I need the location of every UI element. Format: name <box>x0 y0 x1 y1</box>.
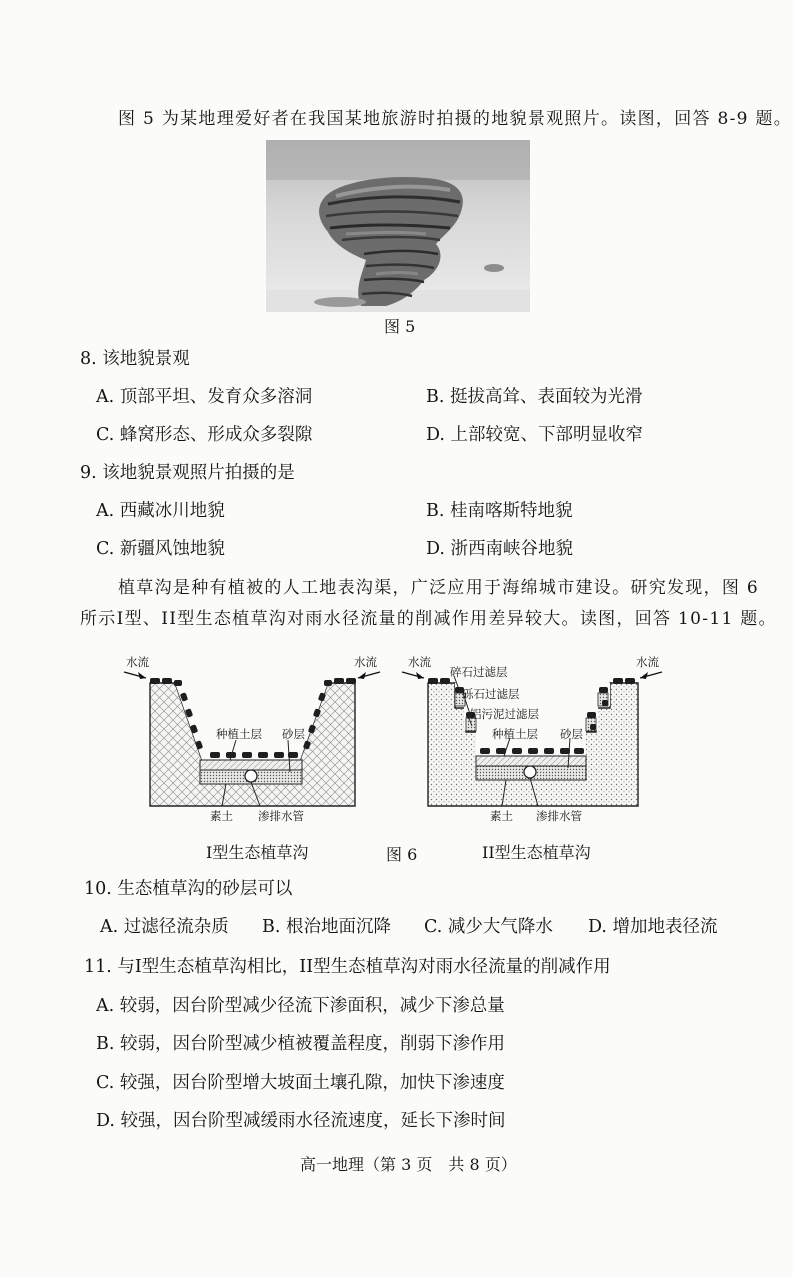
t2-water-right-label: 水流 <box>636 655 659 669</box>
q11-option-d[interactable]: D. 较强，因台阶型减缓雨水径流速度，延长下渗时间 <box>96 1111 506 1131</box>
q10-stem: 10. 生态植草沟的砂层可以 <box>84 879 293 899</box>
t2-sludge-filter-label: 铝污泥过滤层 <box>470 707 539 721</box>
q9-option-d[interactable]: D. 浙西南峡谷地貌 <box>426 539 574 559</box>
t1-drain-pipe-label: 渗排水管 <box>258 809 304 823</box>
q8-option-d[interactable]: D. 上部较宽、下部明显收窄 <box>426 425 644 445</box>
q11-option-c[interactable]: C. 较强，因台阶型增大坡面土壤孔隙，加快下渗速度 <box>96 1073 505 1093</box>
q9-option-b[interactable]: B. 桂南喀斯特地貌 <box>426 501 573 521</box>
t1-sand-label: 砂层 <box>282 727 305 741</box>
q11-option-a[interactable]: A. 较弱，因台阶型减少径流下渗面积，减少下渗总量 <box>96 996 505 1016</box>
intro-fig6-line1: 植草沟是种有植被的人工地表沟渠，广泛应用于海绵城市建设。研究发现，图 6 <box>118 578 760 598</box>
q9-option-a[interactable]: A. 西藏冰川地貌 <box>96 501 225 521</box>
q10-option-b[interactable]: B. 根治地面沉降 <box>262 917 391 937</box>
q10-option-d[interactable]: D. 增加地表径流 <box>588 917 718 937</box>
intro-fig5: 图 5 为某地理爱好者在我国某地旅游时拍摄的地貌景观照片。读图，回答 8-9 题。 <box>118 109 793 129</box>
t2-coarse-gravel-label: 砾石过滤层 <box>462 687 520 701</box>
q11-option-b[interactable]: B. 较弱，因台阶型减少植被覆盖程度，削弱下渗作用 <box>96 1034 505 1054</box>
q8-option-b[interactable]: B. 挺拔高耸、表面较为光滑 <box>426 387 643 407</box>
fig6-caption: 图 6 <box>386 845 418 864</box>
t2-plain-soil-label: 素土 <box>490 809 513 823</box>
t1-water-left-label: 水流 <box>126 655 149 669</box>
q9-stem: 9. 该地貌景观照片拍摄的是 <box>80 463 295 483</box>
t2-planting-soil-label: 种植土层 <box>492 727 538 741</box>
q10-option-c[interactable]: C. 减少大气降水 <box>424 917 553 937</box>
q11-stem: 11. 与I型生态植草沟相比，II型生态植草沟对雨水径流量的削减作用 <box>84 957 611 977</box>
t2-gravel-filter-label: 碎石过滤层 <box>450 665 508 679</box>
page-footer: 高一地理（第 3 页 共 8 页） <box>300 1155 517 1174</box>
q8-stem: 8. 该地貌景观 <box>80 349 190 369</box>
t1-plain-soil-label: 素土 <box>210 809 233 823</box>
intro-fig6-line2: 所示I型、II型生态植草沟对雨水径流量的削减作用差异较大。读图，回答 10-11 题。 <box>80 609 777 629</box>
t2-water-left-label: 水流 <box>408 655 431 669</box>
rock-landform-image <box>266 140 530 312</box>
type2-title: II型生态植草沟 <box>482 843 591 862</box>
q8-option-a[interactable]: A. 顶部平坦、发育众多溶洞 <box>96 387 313 407</box>
q10-option-a[interactable]: A. 过滤径流杂质 <box>100 917 229 937</box>
fig6-diagram <box>110 648 710 838</box>
fig5-photo <box>266 140 530 312</box>
t1-planting-soil-label: 种植土层 <box>216 727 262 741</box>
q9-option-c[interactable]: C. 新疆风蚀地貌 <box>96 539 225 559</box>
t1-water-right-label: 水流 <box>354 655 377 669</box>
fig5-caption: 图 5 <box>384 317 416 336</box>
t2-sand-label: 砂层 <box>560 727 583 741</box>
t2-drain-pipe-label: 渗排水管 <box>536 809 582 823</box>
type1-title: I型生态植草沟 <box>206 843 309 862</box>
q8-option-c[interactable]: C. 蜂窝形态、形成众多裂隙 <box>96 425 313 445</box>
